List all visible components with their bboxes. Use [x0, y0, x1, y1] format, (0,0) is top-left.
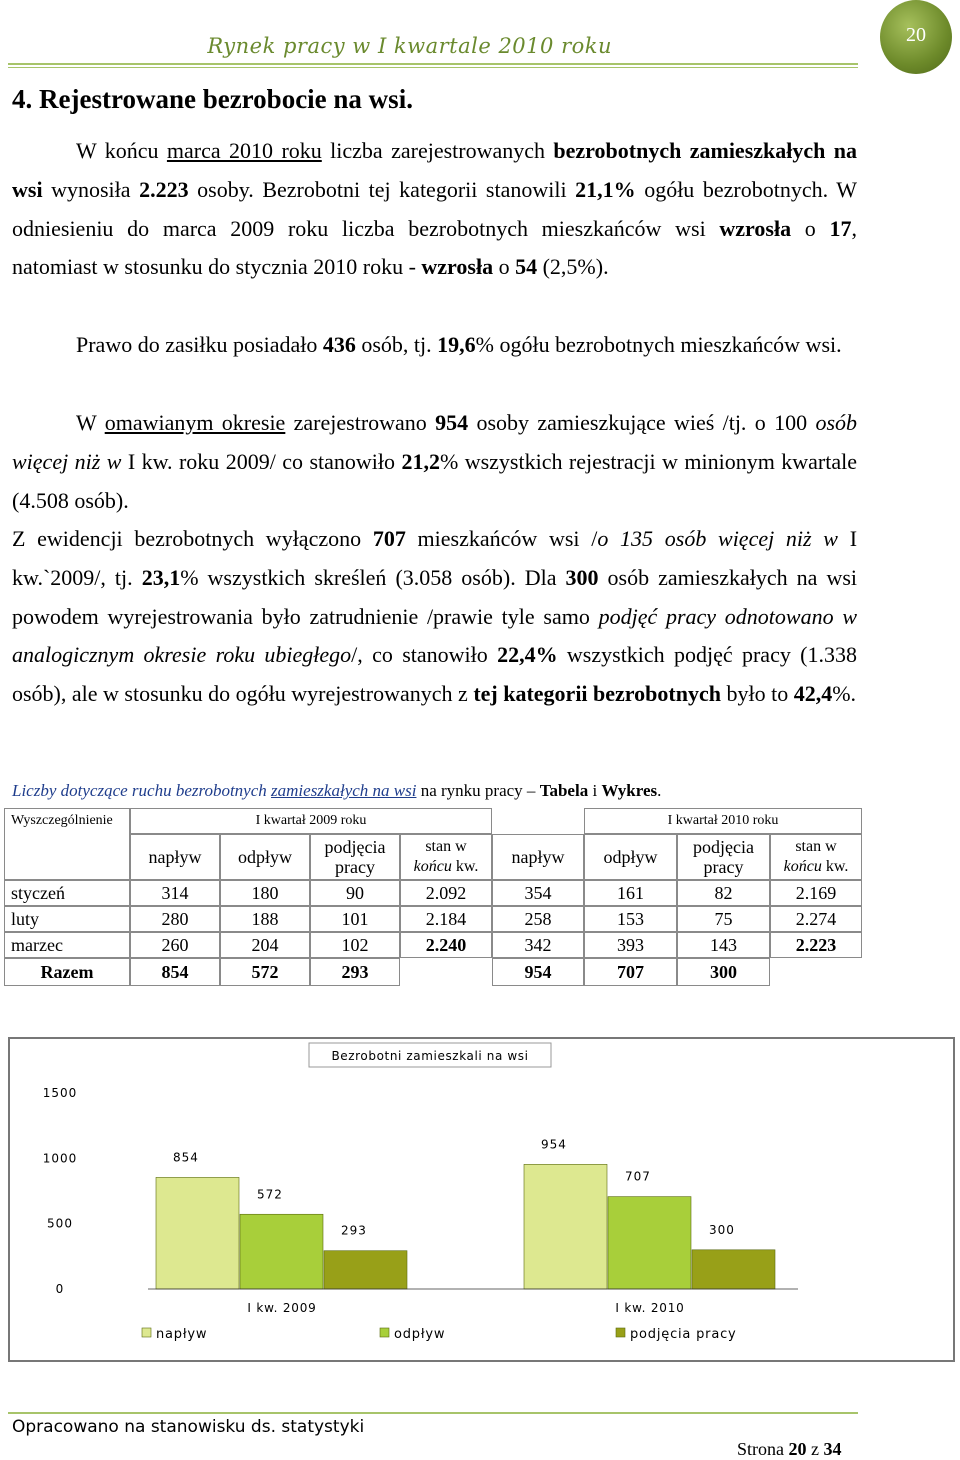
statistics-table: [4, 808, 862, 986]
data-label: 293: [341, 1223, 367, 1238]
footer-note: Opracowano na stanowisku ds. statystyki: [12, 1417, 365, 1437]
bar: [324, 1251, 407, 1289]
table-row: marzec 260 204 102 2.240 342 393 143 2.223: [4, 932, 862, 958]
data-label: 854: [173, 1150, 199, 1165]
header-rule: [8, 63, 858, 65]
col-stock-2009: stan w końcu kw.: [400, 834, 492, 880]
section-heading: 4. Rejestrowane bezrobocie na wsi.: [12, 84, 413, 114]
table-total-row: Razem 854 572 293 954 707 300: [4, 958, 862, 986]
group-header-2009: I kwartał 2009 roku: [130, 808, 492, 834]
running-header: Rynek pracy w I kwartale 2010 roku: [207, 34, 612, 58]
data-label: 954: [541, 1137, 567, 1152]
paragraph-2: Prawo do zasiłku posiadało 436 osób, tj. 19,6% ogółu bezrobotnych mieszkańców wsi.: [76, 332, 842, 357]
col-jobs-2009: podjęcia pracy: [310, 834, 400, 880]
legend-label: napływ: [156, 1327, 208, 1342]
legend-label: podjęcia pracy: [630, 1327, 737, 1342]
x-tick-label: I kw. 2010: [615, 1301, 685, 1315]
header-rule-thin: [8, 67, 858, 68]
bar: [240, 1214, 323, 1289]
y-tick-label: 0: [55, 1282, 65, 1296]
group-header-2010: I kwartał 2010 roku: [584, 808, 862, 834]
bar: [608, 1197, 691, 1289]
col-jobs-2010: podjęcia pracy: [677, 834, 770, 880]
y-tick-label: 1500: [42, 1086, 78, 1100]
page-counter: Strona 20 z 34: [737, 1439, 842, 1459]
legend-label: odpływ: [394, 1327, 446, 1342]
legend-swatch: [380, 1328, 389, 1337]
table-corner: Wyszczególnienie: [4, 808, 130, 880]
bar: [692, 1250, 775, 1289]
page-number-badge: 20: [880, 0, 952, 74]
col-stock-2010: stan w końcu kw.: [770, 834, 862, 880]
paragraph-3: W omawianym okresie zarejestrowano 954 osoby zamieszkujące wieś /tj. o 100 osób więcej niż w I kw. roku 2009/ co stanowiło 21,2% wszystkich rejestracji w minionym kwartale (4.508 osób).: [12, 410, 857, 513]
legend-swatch: [616, 1328, 625, 1337]
data-label: 572: [257, 1187, 283, 1202]
bar: [156, 1177, 239, 1289]
col-inflow-2009: napływ: [130, 834, 220, 880]
data-label: 707: [625, 1169, 651, 1184]
col-outflow-2009: odpływ: [220, 834, 310, 880]
footer-rule: [8, 1412, 858, 1414]
bar: [524, 1164, 607, 1289]
table-row: styczeń 314 180 90 2.092 354 161 82 2.169: [4, 880, 862, 906]
table-caption: Liczby dotyczące ruchu bezrobotnych zamieszkałych na wsi na rynku pracy – Tabela i Wykres.: [12, 781, 662, 800]
table-row: luty 280 188 101 2.184 258 153 75 2.274: [4, 906, 862, 932]
bar-chart: [8, 1037, 955, 1362]
legend-swatch: [142, 1328, 151, 1337]
data-label: 300: [709, 1222, 735, 1237]
y-tick-label: 500: [47, 1216, 73, 1231]
x-tick-label: I kw. 2009: [247, 1301, 317, 1315]
y-tick-label: 1000: [42, 1151, 78, 1166]
col-inflow-2010: napływ: [492, 834, 584, 880]
paragraph-4: Z ewidencji bezrobotnych wyłączono 707 mieszkańców wsi /o 135 osób więcej niż w I kw.`2009/, tj. 23,1% wszystkich skreśleń (3.058 osób). Dla 300 osób zamieszkałych na wsi powodem wyrejestrowania było zatrudnienie /prawie tyle samo podjęć pracy odnotowano w analogicznym okresie roku ubiegłego/, co stanowiło 22,4% wszystkich podjęć pracy (1.338 osób), ale w stosunku do ogółu wyrejestrowanych z tej kategorii bezrobotnych było to 42,4%.: [12, 526, 858, 707]
chart-title: Bezrobotni zamieszkali na wsi: [331, 1049, 529, 1063]
col-outflow-2010: odpływ: [584, 834, 677, 880]
paragraph-1: W końcu marca 2010 roku liczba zarejestrowanych bezrobotnych zamieszkałych na wsi wynosiła 2.223 osoby. Bezrobotni tej kategorii stanowili 21,1% ogółu bezrobotnych. W odniesieniu do marca 2009 roku liczba bezrobotnych mieszkańców wsi wzrosła o 17, natomiast w stosunku do stycznia 2010 roku - wzrosła o 54 (2,5%).: [12, 138, 858, 280]
